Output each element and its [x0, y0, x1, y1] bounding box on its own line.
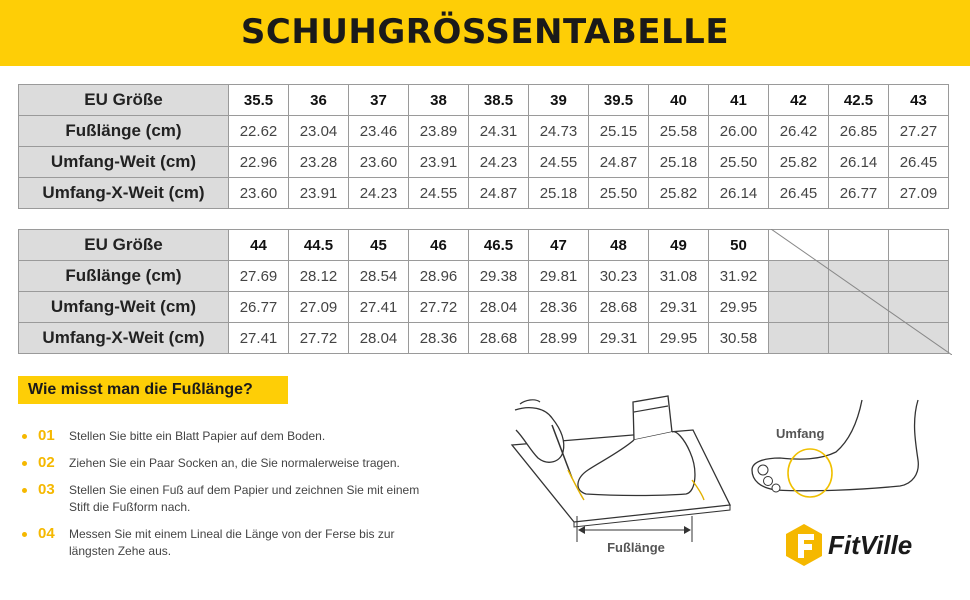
size-header-cell: 49 — [649, 230, 709, 261]
size-header-cell: 42.5 — [829, 85, 889, 116]
size-value-cell: 27.69 — [229, 261, 289, 292]
size-header-cell: 47 — [529, 230, 589, 261]
size-value-cell: 23.60 — [229, 178, 289, 209]
foot-length-label: Fußlänge — [607, 540, 665, 555]
size-value-cell: 29.38 — [469, 261, 529, 292]
size-value-cell: 24.55 — [409, 178, 469, 209]
size-value-cell: 28.36 — [409, 323, 469, 354]
step-text: Stellen Sie einen Fuß auf dem Papier und zeichnen Sie mit einem Stift die Fußform nach. — [69, 483, 420, 514]
size-value-cell: 29.31 — [649, 292, 709, 323]
size-header-cell: 37 — [349, 85, 409, 116]
size-value-cell: 23.46 — [349, 116, 409, 147]
size-value-cell: 25.18 — [649, 147, 709, 178]
size-value-cell: 24.87 — [589, 147, 649, 178]
size-value-cell: 27.09 — [289, 292, 349, 323]
size-value-cell: 28.96 — [409, 261, 469, 292]
size-value-cell: 26.45 — [769, 178, 829, 209]
row-header: Umfang-Weit (cm) — [19, 147, 229, 178]
size-header-cell: 46.5 — [469, 230, 529, 261]
step-number: 02 — [38, 454, 55, 471]
size-value-cell: 27.09 — [889, 178, 949, 209]
size-value-cell: 29.81 — [529, 261, 589, 292]
size-value-cell: 27.72 — [289, 323, 349, 354]
size-value-cell: 26.45 — [889, 147, 949, 178]
size-value-cell: 28.68 — [589, 292, 649, 323]
size-value-cell: 24.23 — [469, 147, 529, 178]
size-value-cell: 27.27 — [889, 116, 949, 147]
size-value-cell: 25.58 — [649, 116, 709, 147]
size-value-cell: 23.91 — [289, 178, 349, 209]
size-value-cell: 30.23 — [589, 261, 649, 292]
size-value-cell: 24.31 — [469, 116, 529, 147]
size-value-cell: 28.99 — [529, 323, 589, 354]
row-header: Umfang-X-Weit (cm) — [19, 178, 229, 209]
size-header-cell: 38 — [409, 85, 469, 116]
size-value-cell: 31.92 — [709, 261, 769, 292]
size-value-cell: 25.50 — [589, 178, 649, 209]
size-value-cell: 30.58 — [709, 323, 769, 354]
size-value-cell: 26.14 — [829, 147, 889, 178]
size-header-cell: 39.5 — [589, 85, 649, 116]
size-value-cell: 24.73 — [529, 116, 589, 147]
size-header-cell: 45 — [349, 230, 409, 261]
step-text: Stellen Sie bitte ein Blatt Papier auf dem Boden. — [69, 429, 326, 443]
brand-logo — [784, 522, 954, 568]
row-header: Fußlänge (cm) — [19, 116, 229, 147]
size-value-cell: 27.41 — [349, 292, 409, 323]
size-header-cell: 43 — [889, 85, 949, 116]
size-value-cell: 26.42 — [769, 116, 829, 147]
row-header: EU Größe — [19, 85, 229, 116]
size-value-cell: 28.04 — [349, 323, 409, 354]
size-value-cell: 24.23 — [349, 178, 409, 209]
size-header-cell: 48 — [589, 230, 649, 261]
size-value-cell: 23.28 — [289, 147, 349, 178]
size-header-cell: 42 — [769, 85, 829, 116]
step-text: Ziehen Sie ein Paar Socken an, die Sie normalerweise tragen. — [69, 456, 400, 470]
size-header-cell: 44 — [229, 230, 289, 261]
size-value-cell: 26.14 — [709, 178, 769, 209]
size-value-cell: 26.77 — [229, 292, 289, 323]
size-value-cell: 28.68 — [469, 323, 529, 354]
size-value-cell: 26.77 — [829, 178, 889, 209]
size-value-cell: 23.91 — [409, 147, 469, 178]
size-value-cell: 28.54 — [349, 261, 409, 292]
size-value-cell: 22.96 — [229, 147, 289, 178]
size-header-cell: 38.5 — [469, 85, 529, 116]
size-value-cell: 25.82 — [769, 147, 829, 178]
size-value-cell: 27.41 — [229, 323, 289, 354]
size-value-cell: 25.15 — [589, 116, 649, 147]
size-header-cell: 41 — [709, 85, 769, 116]
row-header: EU Größe — [19, 230, 229, 261]
size-value-cell: 29.95 — [649, 323, 709, 354]
size-value-cell: 26.00 — [709, 116, 769, 147]
size-value-cell: 31.08 — [649, 261, 709, 292]
size-header-cell: 35.5 — [229, 85, 289, 116]
row-header: Fußlänge (cm) — [19, 261, 229, 292]
size-value-cell: 29.95 — [709, 292, 769, 323]
step-number: 01 — [38, 427, 55, 444]
size-header-cell: 40 — [649, 85, 709, 116]
size-header-cell: 36 — [289, 85, 349, 116]
size-value-cell: 25.82 — [649, 178, 709, 209]
size-value-cell: 28.12 — [289, 261, 349, 292]
row-header: Umfang-Weit (cm) — [19, 292, 229, 323]
size-header-cell: 50 — [709, 230, 769, 261]
size-value-cell: 28.04 — [469, 292, 529, 323]
side-foot-icon — [752, 400, 918, 491]
size-value-cell: 25.50 — [709, 147, 769, 178]
size-value-cell: 23.89 — [409, 116, 469, 147]
size-value-cell: 23.04 — [289, 116, 349, 147]
step-number: 03 — [38, 481, 55, 498]
step-number: 04 — [38, 525, 55, 542]
step-text: Messen Sie mit einem Lineal die Länge von der Ferse bis zur längsten Zehe aus. — [69, 527, 395, 558]
size-value-cell: 23.60 — [349, 147, 409, 178]
size-value-cell: 25.18 — [529, 178, 589, 209]
size-value-cell: 27.72 — [409, 292, 469, 323]
howto-heading: Wie misst man die Fußlänge? — [28, 381, 253, 398]
girth-label: Umfang — [776, 426, 825, 441]
size-value-cell: 24.87 — [469, 178, 529, 209]
page-title: SCHUHGRÖSSENTABELLE — [240, 12, 730, 52]
brand-logo-icon — [784, 522, 824, 568]
size-value-cell: 22.62 — [229, 116, 289, 147]
size-header-cell: 44.5 — [289, 230, 349, 261]
size-header-cell: 46 — [409, 230, 469, 261]
size-value-cell: 24.55 — [529, 147, 589, 178]
size-header-cell: 39 — [529, 85, 589, 116]
brand-name: FitVille — [828, 530, 913, 560]
size-value-cell: 29.31 — [589, 323, 649, 354]
size-value-cell: 26.85 — [829, 116, 889, 147]
row-header: Umfang-X-Weit (cm) — [19, 323, 229, 354]
size-value-cell: 28.36 — [529, 292, 589, 323]
